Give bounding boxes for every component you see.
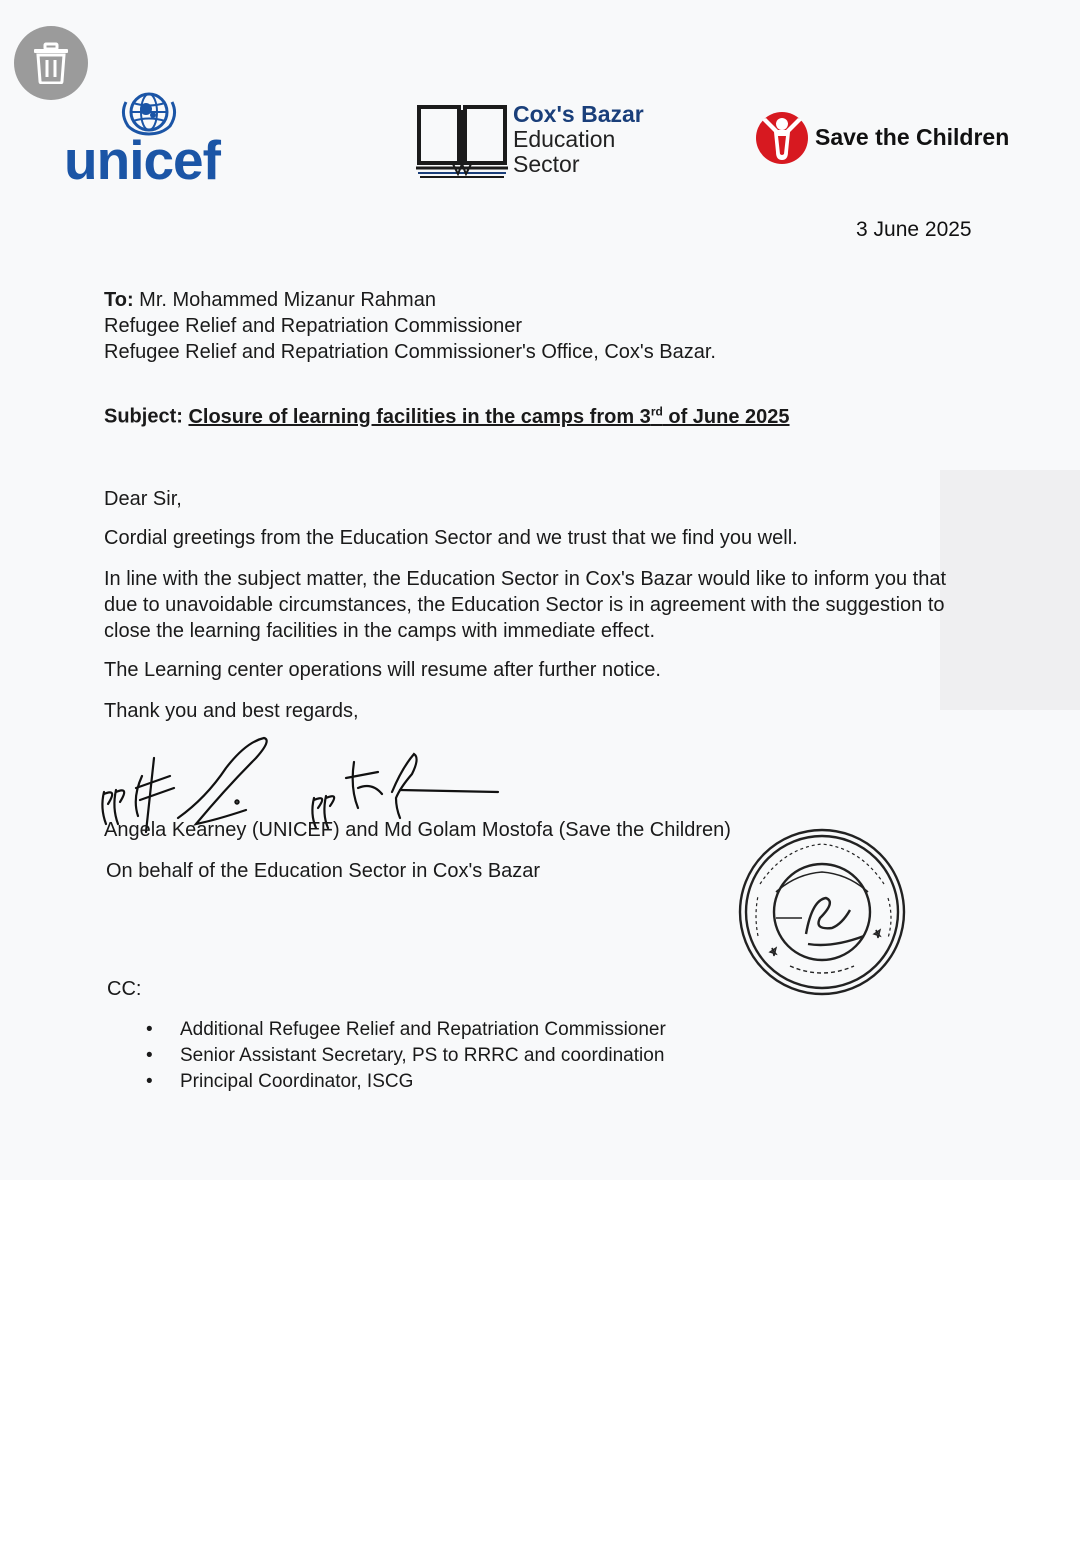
recipient-name-line	[104, 287, 716, 313]
cc-item: • Additional Refugee Relief and Repatriation Commissioner	[146, 1017, 666, 1043]
cc-label: CC:	[107, 978, 142, 1000]
subject-title-part2: of June 2025	[662, 405, 790, 428]
child-figure-icon	[754, 110, 810, 166]
recipient-title: Refugee Relief and Repatriation Commissioner	[104, 315, 522, 337]
on-behalf-line: On behalf of the Education Sector in Cox's Bazar	[106, 860, 541, 882]
subject-title-superscript: rd	[650, 404, 663, 418]
paragraph-greeting: Cordial greetings from the Education Sector and we trust that we find you well.	[104, 527, 798, 549]
paragraph-announcement: In line with the subject matter, the Education Sector in Cox's Bazar would like to inform you that due to unavoidable circumstances, the Education Sector is in agreement with the suggestion to close the learning facilities in the camps with immediate effect.	[104, 568, 947, 642]
recipient-office: Refugee Relief and Repatriation Commissioner's Office, Cox's Bazar.	[104, 341, 716, 363]
recipient-block	[104, 287, 716, 365]
closing: Thank you and best regards,	[104, 700, 359, 722]
subject-line	[104, 404, 790, 429]
salutation: Dear Sir,	[104, 488, 182, 510]
unicef-wordmark: unicef	[64, 129, 220, 191]
cc-item: • Principal Coordinator, ISCG	[146, 1069, 666, 1095]
subject-label: Subject:	[104, 405, 183, 428]
education-sector-wordmark	[513, 102, 644, 177]
subject-title-part1: Closure of learning facilities in the camps from 3	[188, 405, 651, 428]
subject-title	[188, 406, 789, 428]
to-label: To:	[104, 289, 134, 311]
cc-list	[146, 1017, 666, 1095]
paragraph-resume: The Learning center operations will resume after further notice.	[104, 659, 661, 681]
open-book-icon	[416, 104, 508, 180]
education-sector-line1: Cox's Bazar	[513, 101, 644, 127]
save-the-children-wordmark: Save the Children	[815, 124, 1010, 150]
education-sector-line3: Sector	[513, 151, 580, 177]
education-sector-line2: Education	[513, 126, 616, 152]
letter-date: 3 June 2025	[856, 218, 972, 241]
signatories: Angela Kearney (UNICEF) and Md Golam Mostofa (Save the Children)	[104, 819, 731, 841]
recipient-name: Mr. Mohammed Mizanur Rahman	[139, 289, 436, 311]
cc-item: • Senior Assistant Secretary, PS to RRRC and coordination	[146, 1043, 666, 1069]
official-seal	[736, 826, 908, 998]
trash-icon	[31, 42, 71, 84]
